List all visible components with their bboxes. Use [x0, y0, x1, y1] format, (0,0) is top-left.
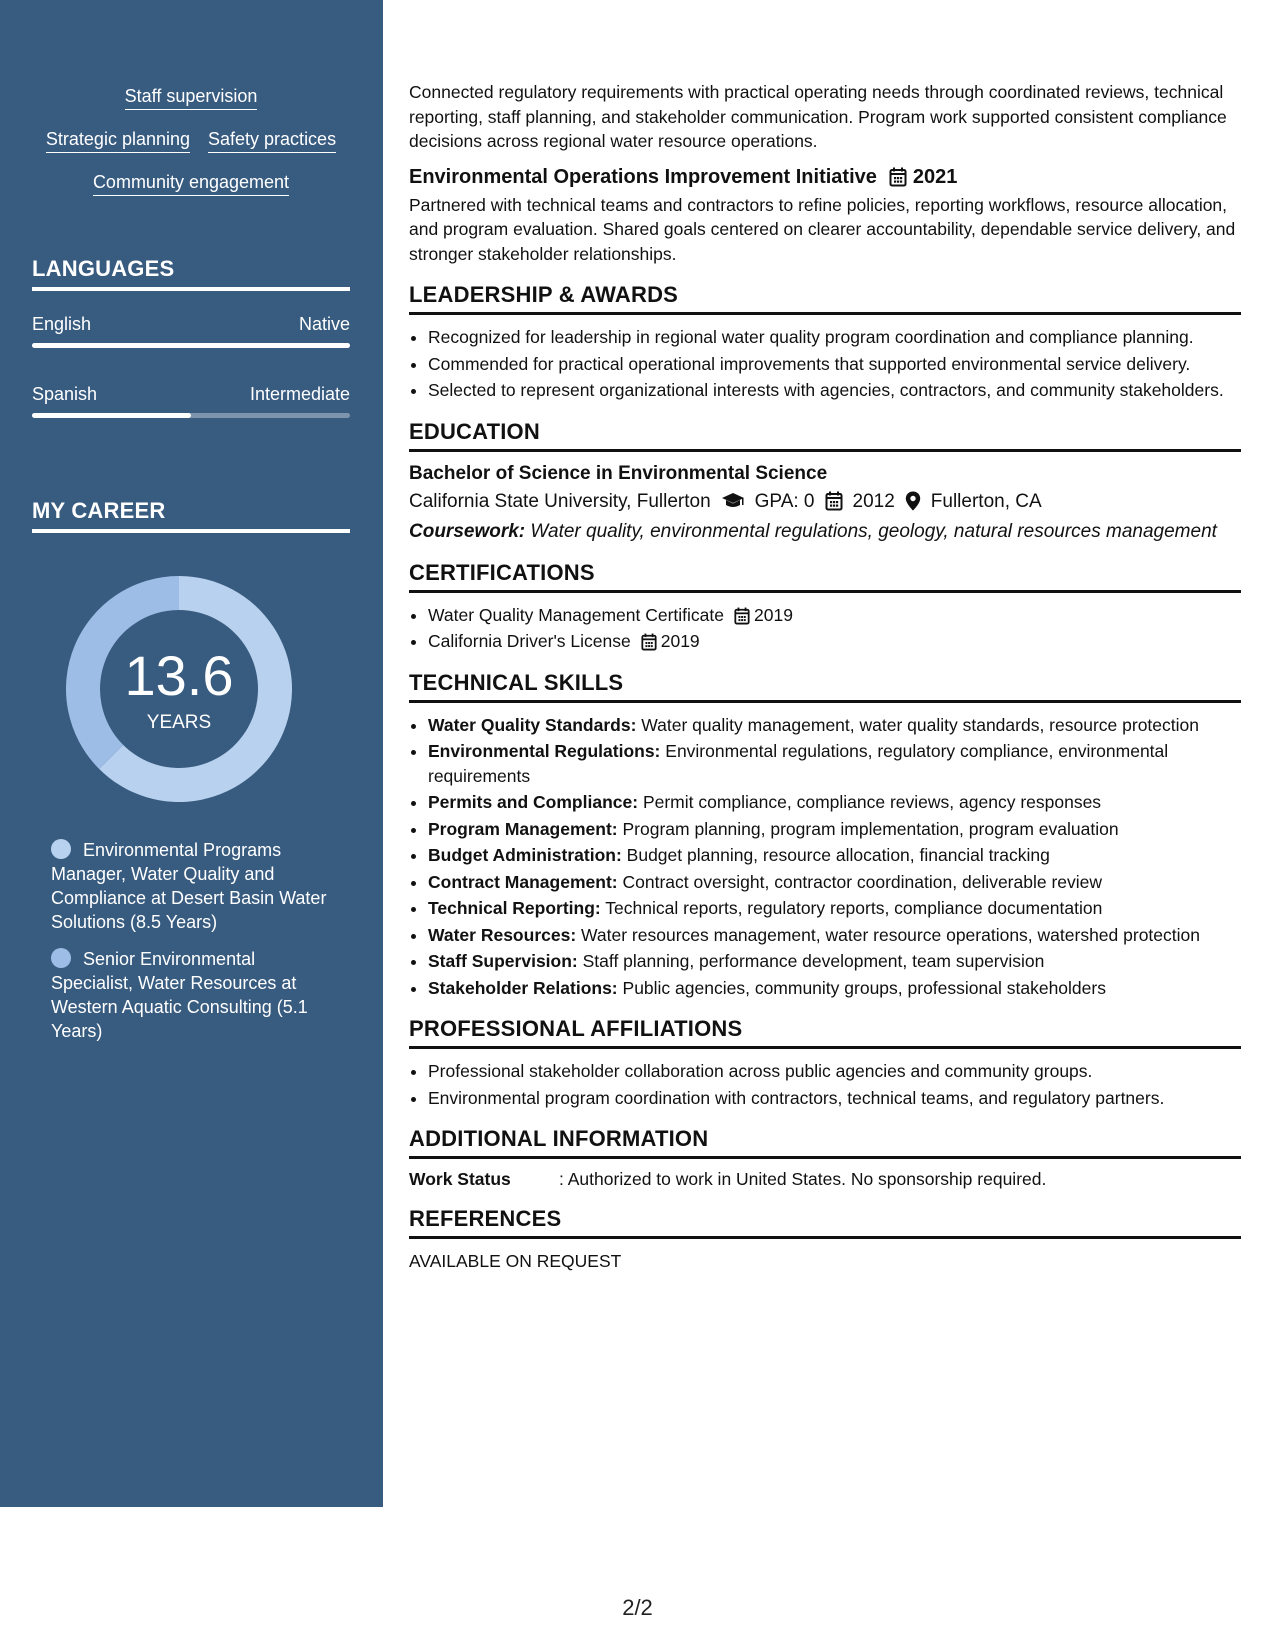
skill-tag[interactable]: Community engagement [93, 172, 289, 196]
career-list [51, 838, 336, 1056]
education-gpa: GPA: 0 [754, 490, 815, 512]
certifications-heading: CERTIFICATIONS [409, 560, 1241, 593]
leadership-heading: LEADERSHIP & AWARDS [409, 282, 1241, 315]
work-status-row [409, 1169, 1241, 1190]
leadership-list [409, 325, 1241, 403]
experience-summary: Connected regulatory requirements with practical operating needs through coordinated reviews, technical reporting, staff planning, and stakeholder communication. Program work supported consistent compliance decisions across regional water resource operations. [409, 82, 1227, 151]
skill-label: Program Management: [428, 818, 618, 839]
language-bar [32, 343, 350, 348]
career-legend-dot [51, 839, 71, 859]
affiliations-heading: PROFESSIONAL AFFILIATIONS [409, 1016, 1241, 1049]
list-item: • Recognized for leadership in regional water quality program coordination and compliance planning. [428, 325, 1241, 350]
skill-text: Public agencies, community groups, professional stakeholders [622, 977, 1106, 998]
list-item [428, 817, 1241, 842]
work-status-label: Work Status [409, 1169, 511, 1189]
language-english [32, 314, 350, 348]
affiliations-list [409, 1059, 1241, 1110]
skill-label: Stakeholder Relations: [428, 977, 618, 998]
references-text: AVAILABLE ON REQUEST [409, 1251, 622, 1271]
project-year: 2021 [912, 165, 958, 188]
list-item: • Environmental program coordination with contractors, technical teams, and regulatory partners. [428, 1086, 1241, 1111]
education-details [409, 491, 1241, 513]
list-item [428, 843, 1241, 868]
list-item: • Professional stakeholder collaboration across public agencies and community groups. [428, 1059, 1241, 1084]
skill-text: Technical reports, regulatory reports, compliance documentation [605, 898, 1103, 918]
skill-text: Environmental regulations, regulatory compliance, environmental requirements [428, 741, 1169, 786]
graduation-cap-icon [721, 491, 745, 513]
skill-label: Technical Reporting: [428, 898, 601, 918]
career-item [51, 838, 336, 934]
language-name: English [32, 314, 92, 334]
language-name: Spanish [32, 384, 98, 404]
skill-text: Budget planning, resource allocation, financial tracking [626, 845, 1050, 865]
list-item [428, 976, 1241, 1001]
skill-tag[interactable]: Strategic planning [46, 129, 190, 153]
list-item [428, 629, 1241, 654]
project-description: Partnered with technical teams and contractors to refine policies, reporting workflows, resource allocation, and program evaluation. Shared goals centered on clearer accountability, dependable service delivery, and stronger stakeholder relationships. [409, 194, 1236, 264]
skill-text: Contract oversight, contractor coordination, deliverable review [622, 871, 1103, 892]
coursework-text: Water quality, environmental regulations, geology, natural resources management [530, 520, 1217, 542]
career-heading: MY CAREER [32, 498, 350, 533]
references-heading: REFERENCES [409, 1206, 1241, 1239]
calendar-icon [825, 491, 843, 513]
language-level: Native [298, 314, 350, 334]
calendar-icon [734, 603, 750, 628]
language-bar [32, 413, 350, 418]
list-item [428, 923, 1241, 948]
skill-label: Environmental Regulations: [428, 741, 661, 761]
education-coursework [409, 519, 1241, 544]
languages-heading: LANGUAGES [32, 256, 350, 291]
career-donut-chart [66, 576, 292, 802]
language-bar-fill [32, 343, 350, 348]
skill-tag[interactable]: Staff supervision [125, 86, 258, 110]
education-heading: EDUCATION [409, 419, 1241, 452]
technical-skills-heading: TECHNICAL SKILLS [409, 670, 1241, 703]
skill-label: Water Quality Standards: [428, 714, 637, 735]
certification-year: 2019 [660, 631, 700, 651]
project-title: Environmental Operations Improvement Initiative [409, 165, 877, 188]
education-location: Fullerton, CA [930, 490, 1042, 512]
page-number: 2/2 [622, 1595, 653, 1620]
skill-text: Program planning, program implementation, program evaluation [622, 818, 1119, 839]
skill-text: Staff planning, performance development, team supervision [582, 951, 1045, 971]
list-item [428, 949, 1241, 974]
project-title-row [409, 166, 1241, 189]
career-item-text: Senior Environmental Specialist, Water Resources at Western Aquatic Consulting (5.1 Years) [51, 949, 308, 1041]
list-item [428, 713, 1241, 738]
additional-info-heading: ADDITIONAL INFORMATION [409, 1126, 1241, 1159]
career-years-label: YEARS [146, 712, 212, 733]
coursework-label: Coursework: [409, 520, 526, 542]
main-content [409, 80, 1241, 1272]
list-item [428, 603, 1241, 628]
career-total-years: 13.6 [124, 644, 234, 707]
skill-label: Contract Management: [428, 871, 618, 892]
education-degree: Bachelor of Science in Environmental Science [409, 462, 828, 484]
sidebar [0, 0, 383, 1507]
education-year: 2012 [852, 490, 895, 512]
skill-label: Budget Administration: [428, 845, 622, 865]
skill-text: Permit compliance, compliance reviews, agency responses [642, 792, 1102, 812]
skill-text: Water resources management, water resource operations, watershed protection [581, 924, 1200, 945]
skill-tag[interactable]: Safety practices [208, 129, 336, 153]
certification-name: Water Quality Management Certificate [428, 604, 724, 625]
skill-label: Water Resources: [428, 924, 577, 945]
list-item [428, 790, 1241, 815]
language-bar-fill [32, 413, 191, 418]
skill-text: Water quality management, water quality standards, resource protection [641, 714, 1199, 735]
career-item [51, 947, 336, 1043]
skill-label: Staff Supervision: [428, 951, 578, 971]
list-item [428, 739, 1241, 788]
calendar-icon [641, 629, 657, 654]
certification-name: California Driver's License [428, 631, 631, 651]
certification-year: 2019 [754, 604, 793, 625]
career-legend-dot [51, 948, 71, 968]
calendar-icon [889, 166, 907, 189]
list-item: • Commended for practical operational improvements that supported environmental service delivery. [428, 352, 1241, 377]
career-item-text: Environmental Programs Manager, Water Quality and Compliance at Desert Basin Water Solutions (8.5 Years) [51, 840, 327, 932]
list-item: • Selected to represent organizational interests with agencies, contractors, and community stakeholders. [428, 378, 1241, 403]
language-spanish [32, 384, 350, 418]
skill-tags [32, 86, 350, 215]
certifications-list [409, 603, 1241, 654]
list-item [428, 870, 1241, 895]
language-level: Intermediate [249, 384, 350, 404]
work-status-value: : Authorized to work in United States. No sponsorship required. [559, 1169, 1047, 1189]
technical-skills-list [409, 713, 1241, 1001]
skill-label: Permits and Compliance: [428, 792, 639, 812]
education-school: California State University, Fullerton [409, 490, 711, 512]
map-pin-icon [905, 491, 921, 513]
list-item [428, 896, 1241, 921]
